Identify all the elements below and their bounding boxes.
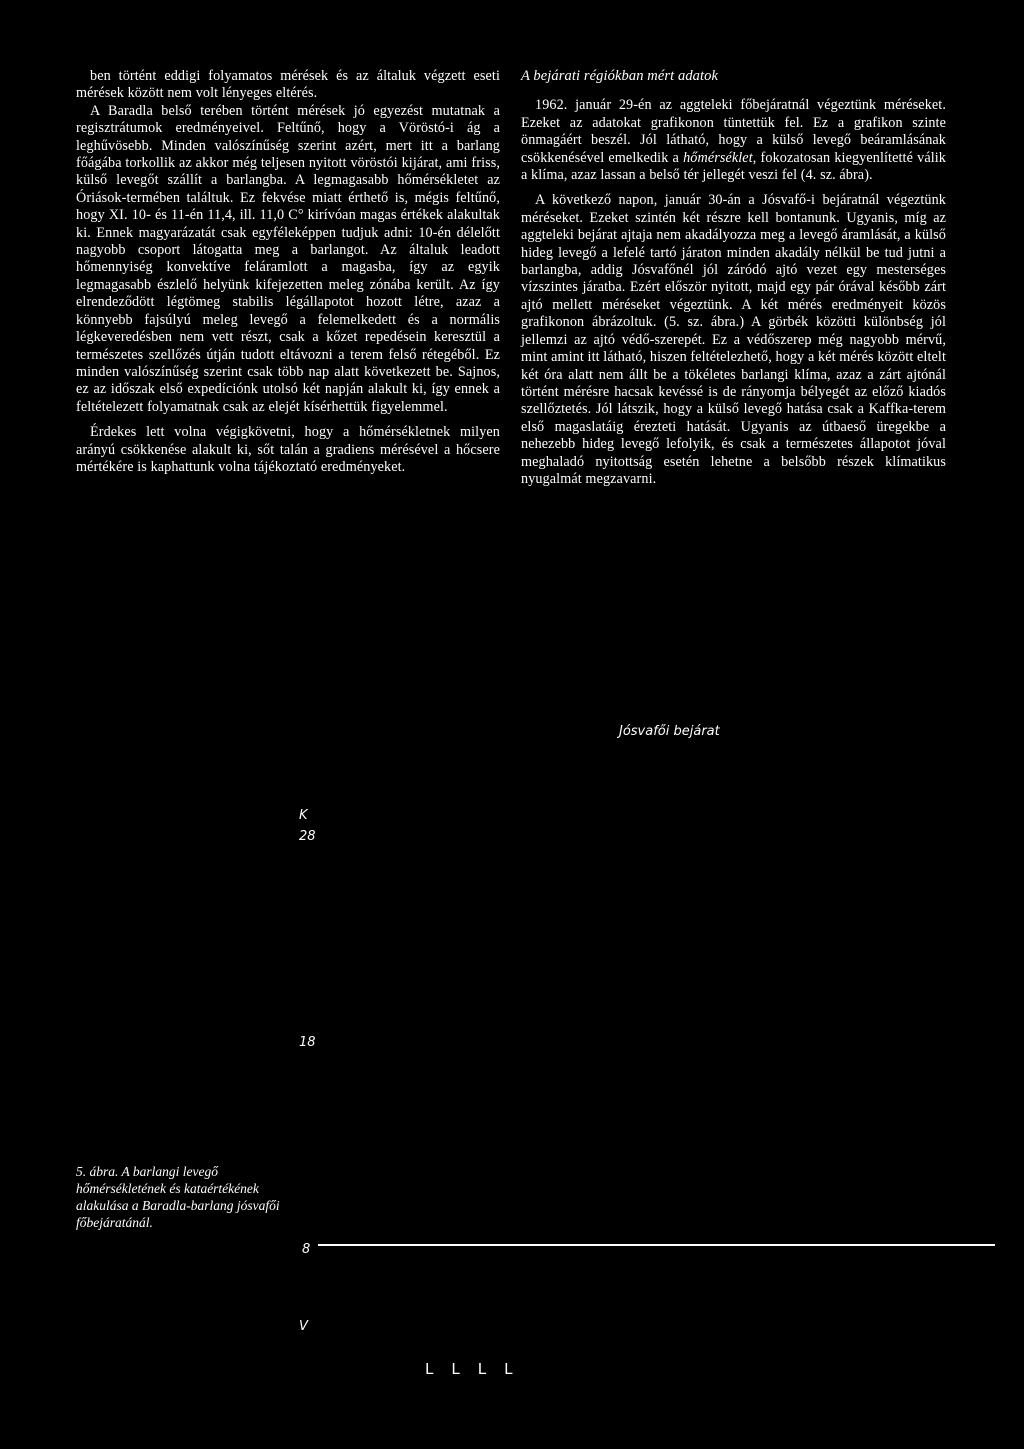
axis-label-v: V bbox=[299, 1319, 308, 1334]
tick-label-28: 28 bbox=[299, 829, 316, 844]
tick-mark: L bbox=[425, 1360, 434, 1378]
paragraph: ben történt eddigi folyamatos mérések és az általuk végzett eseti mérések között nem volt lényeges eltérés. bbox=[76, 68, 500, 102]
figure-title: Jósvafői bejárat bbox=[619, 724, 720, 739]
paragraph-text: 1962. január 29-én az aggteleki főbejáratnál végeztünk méréseket. Ezeket az adatokat grafikonon tüntettük fel. Ez a grafikon szinte önmagáért beszél. Jól látható, hogy a külső levegő beáramlásának csökkenésével emelkedik a bbox=[521, 97, 946, 166]
paragraph: A Baradla belső terében történt mérések jó egyezést mutatnak a regisztrátumok eredményeivel. Feltűnő, hogy a Vöröstó-i ág a leghűvösebb. Minden valószínűség szerint azért, mert itt a barlang főágába torkollik az akkor még teljesen nyitott vöröstói kijárat, ami friss, külső levegőt szállít a barlangba. A legmagasabb hőmérsékletet az Óriások-termében találtuk. Ez fekvése miatt érthető is, mégis feltűnő, hogy XI. 10- és 11-én 11,4, ill. 11,0 C° kirívóan magas értékek alakultak ki. Ennek magyarázatát csak egyféleképpen tudjuk adni: 10-én délelőtt nagyobb csoport látogatta meg a barlangot. Az általuk leadott hőmennyiség konvektíve feláramlott a magasba, így az egyik legmagasabb észlelő helyünk kifejezetten meleg zónába került. Az így elrendeződött légtömeg stabilis légállapotot hozott létre, azaz a könnyebb fajsúlyú meleg levegő a felemelkedett és a normális légkeveredésben nem vett részt, csak a kőzet repedésein keresztül a természetes szellőzés útján tudott eltávozni a terem felső rétegéből. Ez minden valószínűség szerint csak több nap alatt következett be. Sajnos, ez az időszak első expedíciónk utolsó két napján alakult ki, így ennek a feltételezett folyamatnak csak az elejét kísérhettük figyelemmel. bbox=[76, 102, 500, 415]
tick-mark: L bbox=[477, 1360, 487, 1378]
section-heading: A bejárati régiókban mért adatok bbox=[521, 68, 719, 84]
axis-label-k: K bbox=[299, 808, 308, 823]
left-column bbox=[76, 68, 500, 476]
caption-text: A barlangi levegő hőmérsékletének és kataértékének alakulása a Baradla-barlang jósvafői főbejáratánál. bbox=[76, 1164, 280, 1230]
tick-label-18: 18 bbox=[299, 1035, 316, 1050]
caption-number: 5. ábra. bbox=[76, 1164, 119, 1179]
figure-baseline bbox=[318, 1244, 995, 1246]
bottom-tick-marks bbox=[425, 1360, 530, 1378]
paragraph: Érdekes lett volna végigkövetni, hogy a hőmérsékletnek milyen arányú csökkenése alakult ki, sőt talán a gradiens mérésével a hőcsere mértékére is kaphattunk volna tájékoztató eredményeket. bbox=[76, 424, 500, 475]
paragraph bbox=[521, 97, 946, 184]
figure-caption bbox=[76, 1163, 311, 1231]
right-column bbox=[521, 68, 946, 488]
tick-mark: L bbox=[451, 1360, 460, 1378]
paragraph: A következő napon, január 30-án a Jósvafő-i bejáratnál végeztünk méréseket. Ezeket szintén két részre kell bontanunk. Ugyanis, míg az aggteleki bejárat ajtaja nem akadályozza meg a levegő áramlását, a külső hideg levegő a lefelé tartó járaton minden akadály nélkül be tud jutni a barlangba, addig Jósvafőnél jól záródó ajtó vezet egy mesterséges vízszintes járatba. Ezért először nyitott, majd egy pár órával később zárt ajtó mellett méréseket végeztünk. A két mérés eredményeit közös grafikonon ábrázoltuk. (5. sz. ábra.) A görbék közötti különbség jól jellemzi az ajtó védő-szerepét. Ez a védőszerep még nagyobb mérvű, mint amint itt látható, hiszen feltételezhető, hogy a két mérés között eltelt két óra alatt nem állt be a tökéletes barlangi klíma, azaz a zárt ajtónál történt mérésre hacsak kevéssé is de rányomja bélyegét az előző kiadós szellőztetés. Jól látszik, hogy a külső levegő hatása csak a Kaffka-terem első magaslatáig érezteti hatását. Ugyanis az útbaeső üregekbe a nehezebb hideg levegő lefolyik, és csak a természetes állapotot jóval meghaladó nyitottság esetén lehetne a belsőbb részek klímatikus nyugalmát megzavarni. bbox=[521, 192, 946, 487]
paragraph-italic-text: hőmérséklet bbox=[683, 149, 753, 166]
tick-label-8: 8 bbox=[302, 1242, 311, 1257]
paragraph-text: , fokozatosan kiegyenlítetté válik a klíma, azaz lassan a belső tér jellegét veszi fel (4. sz. ábra). bbox=[521, 149, 946, 184]
tick-mark: L bbox=[504, 1360, 513, 1378]
